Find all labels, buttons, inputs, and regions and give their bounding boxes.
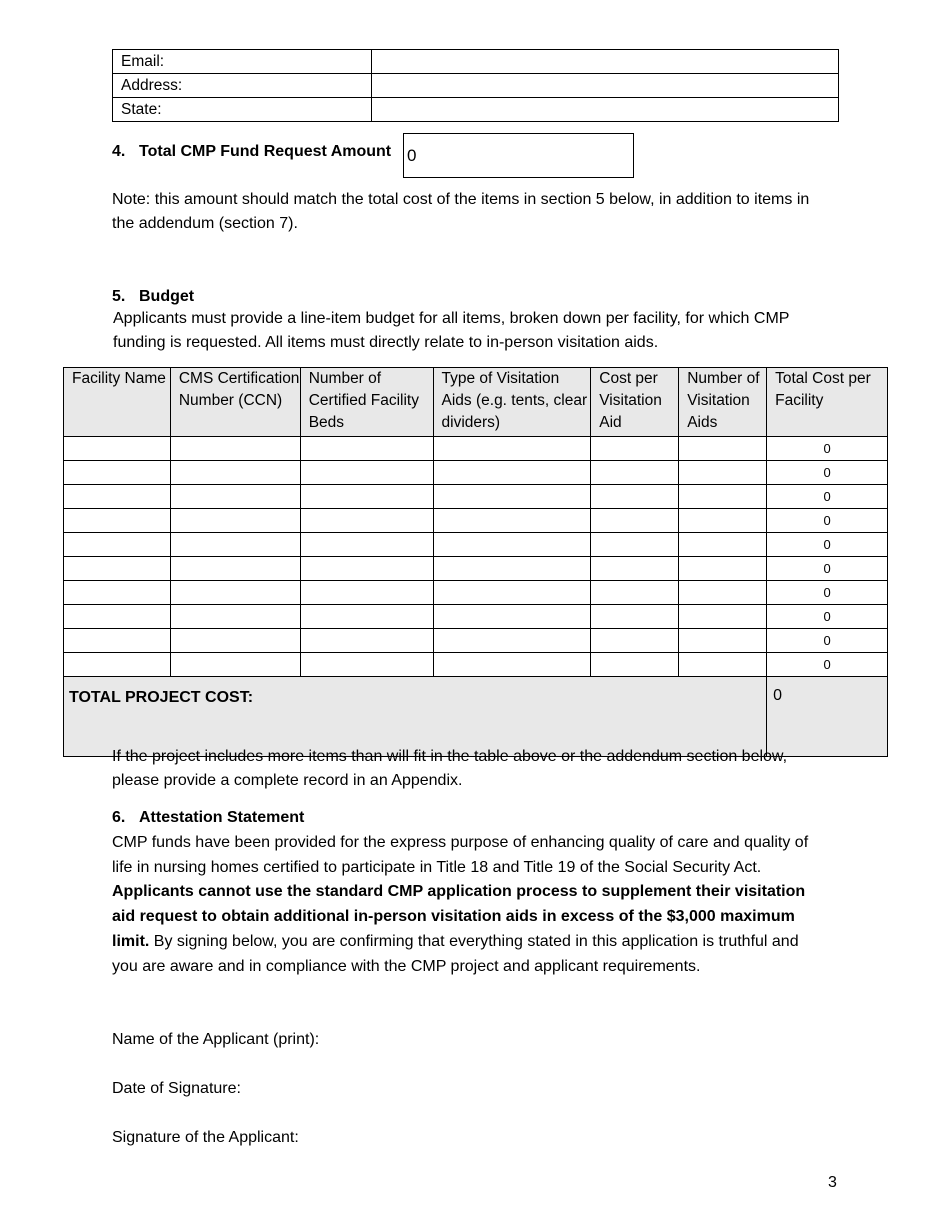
budget-cell-input[interactable] [591, 581, 679, 605]
budget-row [64, 509, 888, 533]
signature-date-label: Date of Signature: [112, 1080, 241, 1097]
budget-row [64, 461, 888, 485]
section-4-title: Total CMP Fund Request Amount [139, 143, 392, 160]
budget-cell-input[interactable] [591, 437, 679, 461]
budget-cell-input[interactable] [64, 557, 171, 581]
budget-row [64, 437, 888, 461]
attestation-text-part2: By signing below, you are confirming that everything stated in this application is truthful and you are aware and in compliance with the CMP project and applicant requirements. [112, 932, 799, 975]
section-6-number: 6. [112, 809, 126, 826]
budget-cell-input[interactable] [300, 605, 433, 629]
budget-header-row [64, 368, 888, 437]
contact-label: Address: [113, 74, 372, 98]
budget-column-header: Total Cost per Facility [767, 368, 888, 437]
budget-cell-input[interactable] [300, 653, 433, 677]
contact-table [112, 49, 839, 122]
contact-label: State: [113, 98, 372, 122]
contact-value-field[interactable] [372, 50, 839, 74]
budget-cell-input[interactable] [679, 557, 767, 581]
budget-cell-input[interactable] [300, 437, 433, 461]
budget-cell-input[interactable] [64, 461, 171, 485]
budget-cell-input[interactable] [433, 485, 591, 509]
budget-cell-input[interactable] [64, 485, 171, 509]
budget-cell-input[interactable] [64, 653, 171, 677]
budget-cell-input[interactable] [433, 533, 591, 557]
contact-row [113, 98, 839, 122]
budget-cell-input[interactable] [679, 485, 767, 509]
budget-cell-input[interactable] [591, 461, 679, 485]
facility-total-cell: 0 [767, 581, 888, 605]
budget-column-header: Number of Visitation Aids [679, 368, 767, 437]
section-4-heading [112, 143, 391, 161]
budget-cell-input[interactable] [433, 605, 591, 629]
budget-cell-input[interactable] [64, 533, 171, 557]
budget-cell-input[interactable] [679, 653, 767, 677]
budget-cell-input[interactable] [300, 557, 433, 581]
section-6-title: Attestation Statement [139, 809, 305, 826]
budget-cell-input[interactable] [64, 509, 171, 533]
budget-cell-input[interactable] [591, 509, 679, 533]
facility-total-cell: 0 [767, 461, 888, 485]
applicant-name-label: Name of the Applicant (print): [112, 1031, 320, 1048]
budget-cell-input[interactable] [170, 605, 300, 629]
budget-cell-input[interactable] [591, 485, 679, 509]
budget-cell-input[interactable] [300, 533, 433, 557]
budget-cell-input[interactable] [591, 533, 679, 557]
contact-row [113, 50, 839, 74]
budget-cell-input[interactable] [679, 605, 767, 629]
budget-cell-input[interactable] [300, 629, 433, 653]
budget-cell-input[interactable] [64, 581, 171, 605]
page-number: 3 [828, 1174, 837, 1191]
section-6-heading [112, 806, 832, 830]
section-4-number: 4. [112, 143, 126, 160]
budget-cell-input[interactable] [433, 629, 591, 653]
budget-cell-input[interactable] [170, 485, 300, 509]
budget-row [64, 533, 888, 557]
budget-cell-input[interactable] [679, 461, 767, 485]
budget-column-header: Facility Name [64, 368, 171, 437]
facility-total-cell: 0 [767, 485, 888, 509]
budget-cell-input[interactable] [170, 581, 300, 605]
budget-cell-input[interactable] [679, 629, 767, 653]
section-5-heading [112, 285, 832, 309]
budget-row [64, 629, 888, 653]
attestation-bold-text: Applicants cannot use the standard CMP application process to supplement their visitation aid request to obtain additional in-person visitation aids in excess of the $3,000 maximum limit. [112, 883, 806, 950]
budget-cell-input[interactable] [170, 629, 300, 653]
budget-cell-input[interactable] [433, 581, 591, 605]
budget-cell-input[interactable] [170, 461, 300, 485]
budget-column-header: CMS Certification Number (CCN) [170, 368, 300, 437]
budget-cell-input[interactable] [64, 437, 171, 461]
facility-total-cell: 0 [767, 533, 888, 557]
budget-cell-input[interactable] [679, 437, 767, 461]
facility-total-cell: 0 [767, 605, 888, 629]
budget-cell-input[interactable] [591, 629, 679, 653]
section-5-intro: Applicants must provide a line-item budget for all items, broken down per facility, for which CMP funding is requested. All items must directly relate to in-person visitation aids. [113, 310, 790, 351]
budget-cell-input[interactable] [170, 509, 300, 533]
budget-cell-input[interactable] [170, 437, 300, 461]
budget-cell-input[interactable] [679, 509, 767, 533]
budget-cell-input[interactable] [64, 629, 171, 653]
total-project-cost-value: 0 [767, 677, 888, 757]
contact-value-field[interactable] [372, 74, 839, 98]
contact-row [113, 74, 839, 98]
budget-column-header: Type of Visitation Aids (e.g. tents, clear dividers) [433, 368, 591, 437]
budget-column-header: Cost per Visitation Aid [591, 368, 679, 437]
budget-cell-input[interactable] [433, 557, 591, 581]
section-4-note: Note: this amount should match the total cost of the items in section 5 below, in addition to items in the addendum (section 7). [112, 191, 810, 232]
budget-row [64, 557, 888, 581]
budget-cell-input[interactable] [170, 653, 300, 677]
facility-total-cell: 0 [767, 653, 888, 677]
budget-row [64, 653, 888, 677]
budget-cell-input[interactable] [433, 653, 591, 677]
budget-cell-input[interactable] [170, 533, 300, 557]
budget-cell-input[interactable] [433, 437, 591, 461]
budget-cell-input[interactable] [300, 461, 433, 485]
contact-value-field[interactable] [372, 98, 839, 122]
budget-cell-input[interactable] [300, 509, 433, 533]
budget-cell-input[interactable] [433, 509, 591, 533]
section-5-number: 5. [112, 288, 126, 305]
section-5-title: Budget [139, 288, 195, 305]
budget-cell-input[interactable] [433, 461, 591, 485]
budget-cell-input[interactable] [300, 581, 433, 605]
budget-column-header: Number of Certified Facility Beds [300, 368, 433, 437]
budget-row [64, 485, 888, 509]
budget-row [64, 605, 888, 629]
budget-row [64, 581, 888, 605]
appendix-note: If the project includes more items than will fit in the table above or the addendum section below, please provide a complete record in an Appendix. [112, 748, 788, 789]
attestation-text [112, 831, 812, 979]
budget-table [63, 367, 888, 757]
contact-label: Email: [113, 50, 372, 74]
budget-cell-input[interactable] [679, 533, 767, 557]
budget-cell-input[interactable] [591, 557, 679, 581]
budget-cell-input[interactable] [591, 605, 679, 629]
budget-cell-input[interactable] [679, 581, 767, 605]
facility-total-cell: 0 [767, 557, 888, 581]
budget-cell-input[interactable] [170, 557, 300, 581]
budget-cell-input[interactable] [300, 485, 433, 509]
total-project-cost-label: TOTAL PROJECT COST: [64, 677, 767, 757]
budget-cell-input[interactable] [591, 653, 679, 677]
attestation-text-part1: CMP funds have been provided for the express purpose of enhancing quality of care and quality of life in nursing homes certified to participate in Title 18 and Title 19 of the Social Security Act. [112, 834, 809, 876]
fund-request-amount-field[interactable]: 0 [403, 133, 634, 178]
facility-total-cell: 0 [767, 437, 888, 461]
facility-total-cell: 0 [767, 509, 888, 533]
budget-cell-input[interactable] [64, 605, 171, 629]
applicant-signature-label: Signature of the Applicant: [112, 1129, 299, 1146]
facility-total-cell: 0 [767, 629, 888, 653]
